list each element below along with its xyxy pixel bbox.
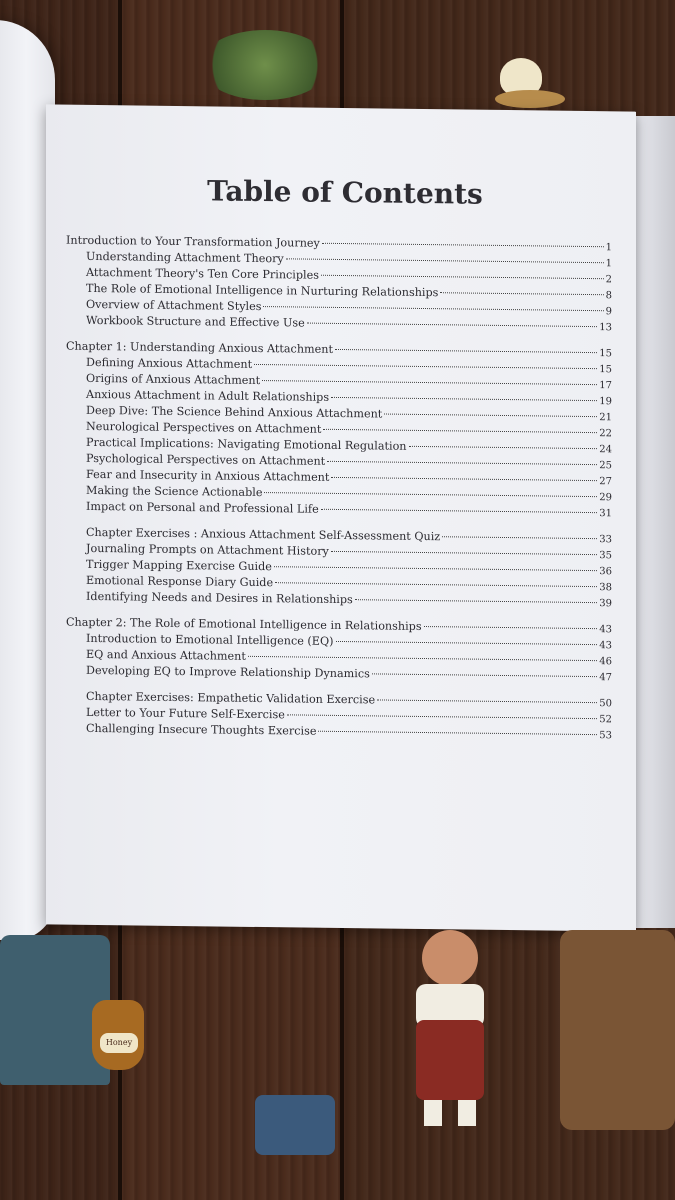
toc-page-number: 15 <box>599 364 612 376</box>
toc-leader-dots <box>331 551 597 555</box>
painted-child <box>410 930 490 1130</box>
toc-page-number: 39 <box>599 598 612 610</box>
toc-entry-title: Anxious Attachment in Adult Relationships <box>86 387 330 404</box>
toc-leader-dots <box>307 323 598 328</box>
toc-entry-title: Understanding Attachment Theory <box>86 249 284 266</box>
honey-jar-label: Honey <box>100 1033 138 1053</box>
toc-entry-title: Fear and Insecurity in Anxious Attachment <box>86 467 330 484</box>
toc-page-number: 53 <box>599 730 612 742</box>
toc-leader-dots <box>331 477 597 481</box>
toc-leader-dots <box>287 714 597 719</box>
toc-leader-dots <box>321 275 604 279</box>
page-title: Table of Contents <box>207 174 483 211</box>
toc-entry-title: Chapter 2: The Role of Emotional Intelligence in Relationships <box>66 615 422 633</box>
toc-page-number: 43 <box>599 624 612 636</box>
toc-leader-dots <box>335 349 597 353</box>
toc-page-number: 35 <box>599 550 612 562</box>
toc-leader-dots <box>263 306 603 311</box>
toc-leader-dots <box>323 429 597 433</box>
toc-leader-dots <box>372 673 597 677</box>
toc-entry-title: Overview of Attachment Styles <box>86 297 262 314</box>
toc-entry-title: Origins of Anxious Attachment <box>86 371 261 388</box>
toc-leader-dots <box>355 599 597 603</box>
toc-entry-title: Letter to Your Future Self-Exercise <box>86 705 285 722</box>
toc-entry-title: Psychological Perspectives on Attachment <box>86 451 326 468</box>
painted-man <box>560 930 675 1130</box>
toc-leader-dots <box>331 397 597 401</box>
toc-entry-title: The Role of Emotional Intelligence in Nurturing Relationships <box>86 281 439 300</box>
toc-leader-dots <box>409 446 598 449</box>
toc-page-number: 25 <box>599 460 612 472</box>
toc-entry-title: Impact on Personal and Professional Life <box>86 499 319 516</box>
toc-entry-title: Journaling Prompts on Attachment History <box>86 541 329 558</box>
toc-page-number: 1 <box>605 258 612 270</box>
toc-page-number: 33 <box>599 534 612 546</box>
toc-page-number: 13 <box>599 322 612 334</box>
toc-page-number: 24 <box>599 444 612 456</box>
toc-leader-dots <box>327 461 597 465</box>
toc-entry-title: Workbook Structure and Effective Use <box>86 313 305 330</box>
toc-entry-title: Neurological Perspectives on Attachment <box>86 419 322 436</box>
toc-leader-dots <box>274 566 597 571</box>
toc-entry-title: Making the Science Actionable <box>86 483 263 500</box>
toc-leader-dots <box>440 292 603 295</box>
toc-leader-dots <box>286 258 604 263</box>
toc-page-number: 19 <box>599 396 612 408</box>
toc-leader-dots <box>254 364 597 369</box>
toc-page-number: 2 <box>605 274 612 286</box>
painted-nest <box>495 90 565 108</box>
painted-foliage <box>200 30 330 100</box>
toc-page-number: 36 <box>599 566 612 578</box>
toc-page-number: 47 <box>599 672 612 684</box>
toc-entry-title: Introduction to Emotional Intelligence (EQ) <box>86 631 334 648</box>
toc-entry-title: EQ and Anxious Attachment <box>86 647 246 663</box>
toc-list <box>66 233 612 744</box>
toc-page-number: 29 <box>599 492 612 504</box>
toc-page-number: 50 <box>599 698 612 710</box>
toc-page-number: 22 <box>599 428 612 440</box>
toc-leader-dots <box>248 656 597 661</box>
toc-page-number: 52 <box>599 714 612 726</box>
toc-entry-title: Defining Anxious Attachment <box>86 355 253 371</box>
toc-entry-title: Developing EQ to Improve Relationship Dynamics <box>86 663 370 681</box>
toc-leader-dots <box>318 731 597 735</box>
toc-leader-dots <box>384 414 597 418</box>
toc-page-number: 8 <box>605 290 612 302</box>
toc-entry-title: Chapter Exercises : Anxious Attachment Self-Assessment Quiz <box>86 525 441 544</box>
toc-page-number: 46 <box>599 656 612 668</box>
toc-entry-title: Challenging Insecure Thoughts Exercise <box>86 721 317 738</box>
toc-entry-title: Identifying Needs and Desires in Relationships <box>86 589 353 607</box>
toc-page-number: 21 <box>599 412 612 424</box>
toc-page-number: 31 <box>599 508 612 520</box>
toc-leader-dots <box>275 582 597 587</box>
toc-page-number: 1 <box>605 242 612 254</box>
toc-page-number: 27 <box>599 476 612 488</box>
toc-leader-dots <box>262 380 597 385</box>
toc-entry-title: Trigger Mapping Exercise Guide <box>86 557 272 574</box>
toc-entry-title: Chapter Exercises: Empathetic Validation Exercise <box>86 689 376 707</box>
painted-toy-train <box>255 1095 335 1155</box>
toc-entry-title: Practical Implications: Navigating Emotional Regulation <box>86 435 407 453</box>
toc-leader-dots <box>377 699 597 703</box>
toc-page-number: 9 <box>605 306 612 318</box>
toc-entry-title: Chapter 1: Understanding Anxious Attachment <box>66 339 333 356</box>
toc-entry-title: Emotional Response Diary Guide <box>86 573 274 590</box>
toc-leader-dots <box>322 243 604 247</box>
toc-entry-title: Deep Dive: The Science Behind Anxious Attachment <box>86 403 383 421</box>
toc-page-number: 15 <box>599 348 612 360</box>
toc-entry-title: Attachment Theory's Ten Core Principles <box>86 265 319 282</box>
toc-entry-title: Introduction to Your Transformation Journey <box>66 233 320 250</box>
toc-leader-dots <box>336 641 598 645</box>
toc-page-number: 17 <box>599 380 612 392</box>
toc-page-number: 38 <box>599 582 612 594</box>
book-page <box>46 104 636 931</box>
toc-leader-dots <box>424 626 598 629</box>
toc-leader-dots <box>264 492 597 497</box>
toc-leader-dots <box>442 536 597 539</box>
toc-leader-dots <box>321 509 598 513</box>
toc-page-number: 43 <box>599 640 612 652</box>
